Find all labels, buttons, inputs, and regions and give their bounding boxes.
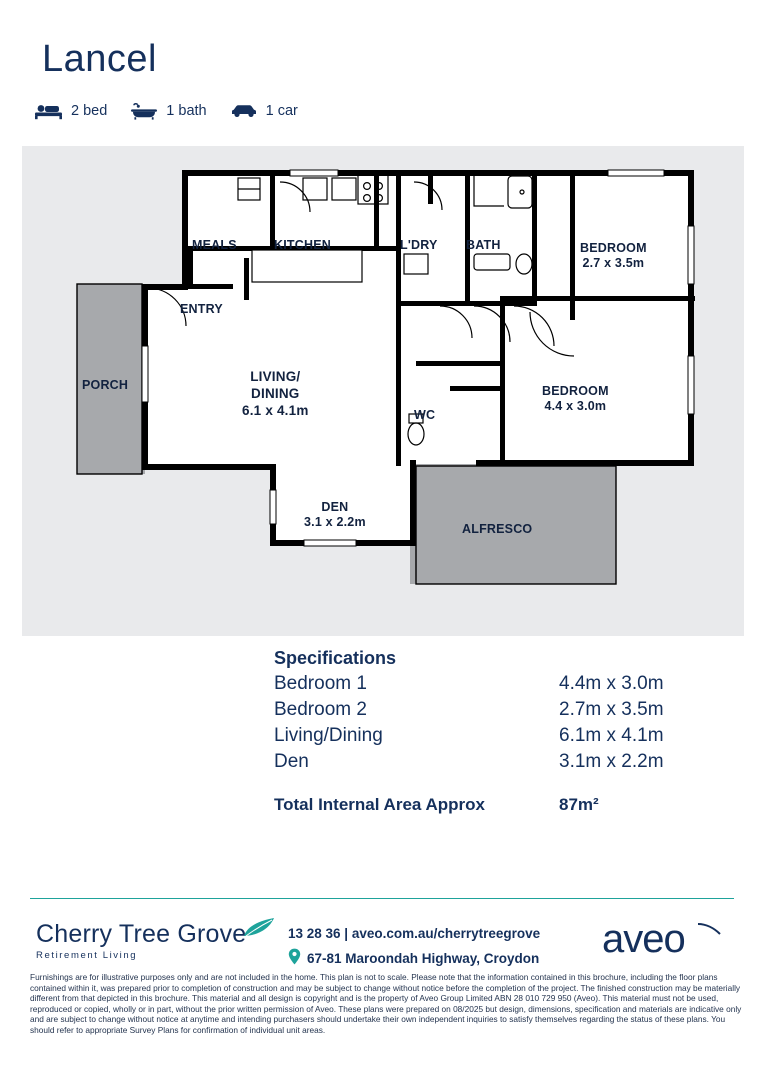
total-area-label: Total Internal Area Approx [274, 795, 485, 814]
bed-icon [34, 102, 64, 120]
room-label-kitchen: KITCHEN [274, 238, 331, 252]
page-title: Lancel [42, 38, 157, 80]
bath-icon [129, 102, 159, 120]
feature-bath [129, 102, 206, 120]
room-label-wc: WC [414, 408, 436, 422]
contact-line[interactable]: 13 28 36 | aveo.com.au/cherrytreegrove [288, 926, 541, 941]
floorplan-drawing [22, 146, 744, 636]
spec-value-living-dining: 6.1m x 4.1m [559, 725, 664, 746]
footer [30, 910, 734, 972]
spec-value-den: 3.1m x 2.2m [559, 751, 664, 772]
room-label-bedroom2 [580, 241, 647, 271]
feature-bed-label: 2 bed [71, 103, 108, 119]
floorplan-panel [22, 146, 744, 636]
room-label-ldry: L'DRY [400, 238, 438, 252]
room-label-alfresco: ALFRESCO [462, 522, 533, 536]
spec-row-bedroom-2 [274, 699, 704, 721]
car-icon [229, 102, 259, 120]
feature-car-label: 1 car [265, 103, 298, 119]
svg-text:aveo: aveo [602, 918, 685, 961]
aveo-logo [602, 918, 730, 967]
spec-row-bedroom-1 [274, 673, 704, 695]
feature-car [229, 102, 298, 120]
specifications-block [274, 648, 704, 815]
room-label-porch: PORCH [82, 378, 129, 392]
spec-name-bedroom-2: Bedroom 2 [274, 699, 367, 720]
spec-row-living-dining [274, 725, 704, 747]
leaf-icon [242, 916, 276, 945]
room-label-bedroom1-dim: 4.4 x 3.0m [544, 399, 607, 413]
feature-summary [34, 102, 312, 120]
room-label-living [242, 368, 309, 419]
location-pin-icon [288, 948, 301, 968]
room-label-den [304, 500, 366, 530]
room-label-den-name: DEN [321, 500, 349, 514]
room-label-entry: ENTRY [180, 302, 223, 316]
address-text: 67-81 Maroondah Highway, Croydon [307, 950, 540, 966]
spec-name-living-dining: Living/Dining [274, 725, 383, 746]
room-label-living-dim: 6.1 x 4.1m [242, 403, 309, 418]
room-label-living-line2: DINING [251, 386, 300, 401]
room-label-meals: MEALS [192, 238, 237, 252]
spec-value-bedroom-1: 4.4m x 3.0m [559, 673, 664, 694]
spec-value-bedroom-2: 2.7m x 3.5m [559, 699, 664, 720]
room-label-bedroom1 [542, 384, 609, 414]
specifications-heading: Specifications [274, 648, 397, 668]
total-area-row [274, 795, 704, 815]
total-area-value: 87m² [559, 795, 599, 814]
room-label-den-dim: 3.1 x 2.2m [304, 515, 366, 529]
floorplan-svg [22, 146, 744, 636]
room-label-bedroom2-dim: 2.7 x 3.5m [582, 256, 645, 270]
footer-divider [30, 898, 734, 899]
address-line [288, 948, 539, 968]
feature-bed [34, 102, 107, 120]
spec-name-den: Den [274, 751, 309, 772]
spec-row-den [274, 751, 704, 773]
room-label-bedroom2-name: BEDROOM [580, 241, 647, 255]
spec-name-bedroom-1: Bedroom 1 [274, 673, 367, 694]
cherry-tree-grove-tagline: Retirement Living [36, 950, 138, 961]
disclaimer-text: Furnishings are for illustrative purposes only and are not included in the home. This plan is not to scale. Please note that the information contained in this brochure, including the floor plans contained within it, was prepared prior to completion of construction and may be subject to change without notice before the completion of the project. The finished construction may be materially different from that depicted in this brochure. This material and all design is copyright and is the property of Aveo Group Limited ABN 28 010 729 950 (Aveo). This material must not be used, reproduced or copied, wholly or in part, without the prior written permission of Aveo. These plans were prepared on 08/2025 but design, dimensions, specification and materials are indicative only and are subject to change without notice at anytime and intending purchasers should undertake their own independent inquiries to satisfy themselves regarding the status of these plans. You should refer to appropriate Survey Plans for confirmation of individual unit areas. [30, 972, 742, 1035]
cherry-tree-grove-name: Cherry Tree Grove [36, 920, 247, 948]
room-label-bath: BATH [466, 238, 501, 252]
room-label-living-line1: LIVING/ [250, 369, 301, 384]
room-label-bedroom1-name: BEDROOM [542, 384, 609, 398]
cherry-tree-grove-logo [36, 920, 246, 961]
feature-bath-label: 1 bath [166, 103, 207, 119]
